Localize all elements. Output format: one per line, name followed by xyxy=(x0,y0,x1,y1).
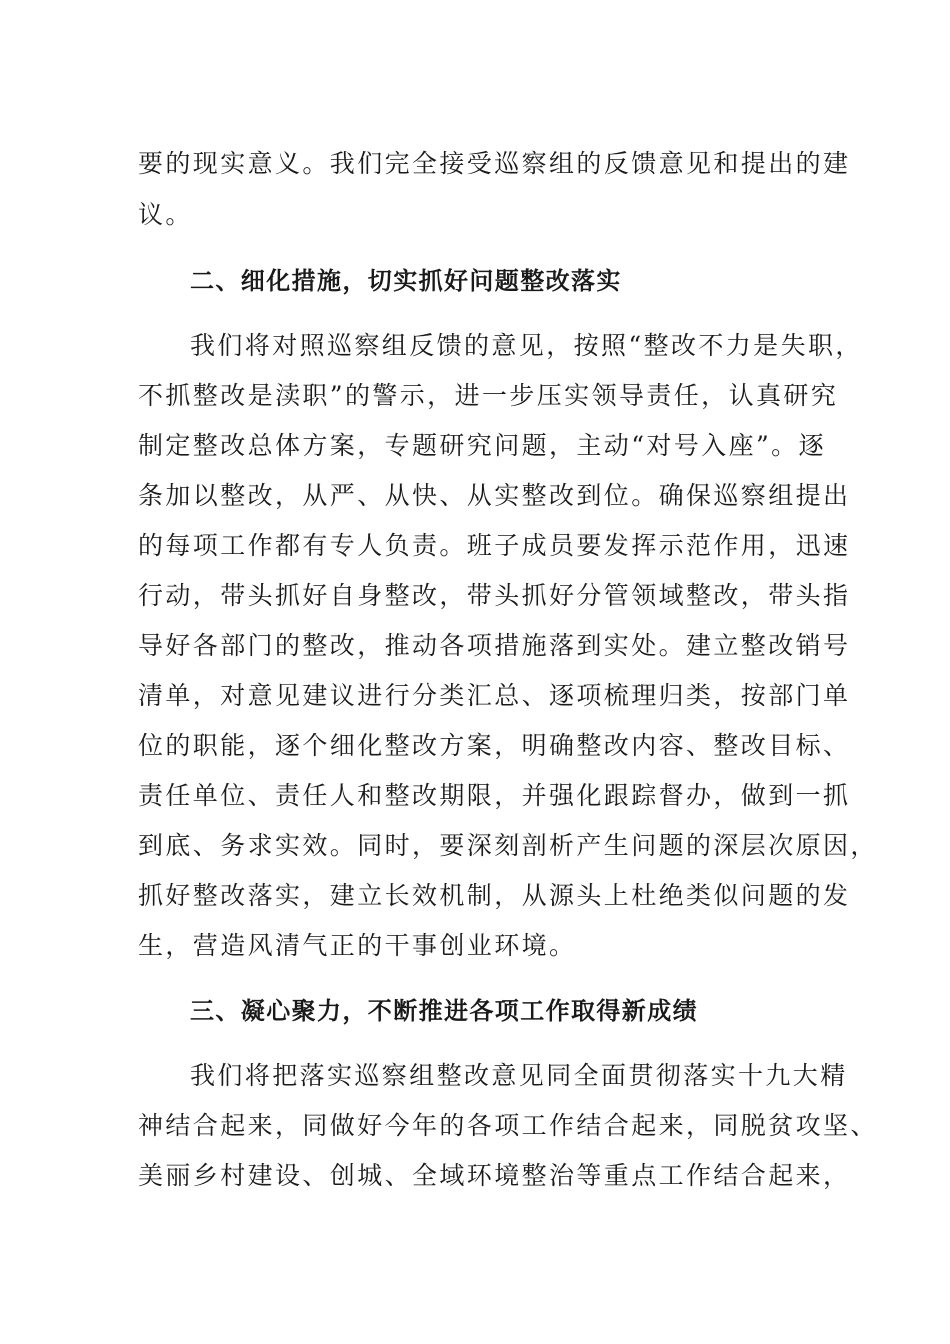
paragraph-2-line-7: 导好各部门的整改，推动各项措施落到实处。建立整改销号 xyxy=(138,631,851,660)
paragraph-2-line-1: 我们将对照巡察组反馈的意见，按照“整改不力是失职， xyxy=(190,331,863,360)
paragraph-1-line-1: 要的现实意义。我们完全接受巡察组的反馈意见和提出的建 xyxy=(138,149,851,178)
paragraph-2-line-11: 到底、务求实效。同时，要深刻剖析产生问题的深层次原因， xyxy=(138,831,878,860)
paragraph-3-line-3: 美丽乡村建设、创城、全域环境整治等重点工作结合起来， xyxy=(138,1161,851,1190)
section-heading-3: 三、凝心聚力，不断推进各项工作取得新成绩 xyxy=(190,997,698,1025)
paragraph-2-line-10: 责任单位、责任人和整改期限，并强化跟踪督办，做到一抓 xyxy=(138,781,851,810)
section-heading-2: 二、细化措施，切实抓好问题整改落实 xyxy=(190,267,622,295)
paragraph-3-line-2: 神结合起来，同做好今年的各项工作结合起来，同脱贫攻坚、 xyxy=(138,1111,878,1140)
paragraph-3-line-1: 我们将把落实巡察组整改意见同全面贯彻落实十九大精 xyxy=(190,1061,848,1090)
paragraph-2-line-12: 抓好整改落实，建立长效机制，从源头上杜绝类似问题的发 xyxy=(138,881,851,910)
paragraph-2-line-9: 位的职能，逐个细化整改方案，明确整改内容、整改目标、 xyxy=(138,731,851,760)
paragraph-1-line-2: 议。 xyxy=(138,200,193,229)
paragraph-2-line-5: 的每项工作都有专人负责。班子成员要发挥示范作用，迅速 xyxy=(138,531,851,560)
paragraph-2-line-6: 行动，带头抓好自身整改，带头抓好分管领域整改，带头指 xyxy=(138,581,851,610)
paragraph-2-line-13: 生，营造风清气正的干事创业环境。 xyxy=(138,931,577,960)
paragraph-2-line-2: 不抓整改是渎职”的警示，进一步压实领导责任，认真研究 xyxy=(138,381,839,410)
paragraph-2-line-8: 清单，对意见建议进行分类汇总、逐项梳理归类，按部门单 xyxy=(138,681,851,710)
paragraph-2-line-4: 条加以整改，从严、从快、从实整改到位。确保巡察组提出 xyxy=(138,481,851,510)
paragraph-2-line-3: 制定整改总体方案，专题研究问题，主动“对号入座”。逐 xyxy=(138,431,826,460)
